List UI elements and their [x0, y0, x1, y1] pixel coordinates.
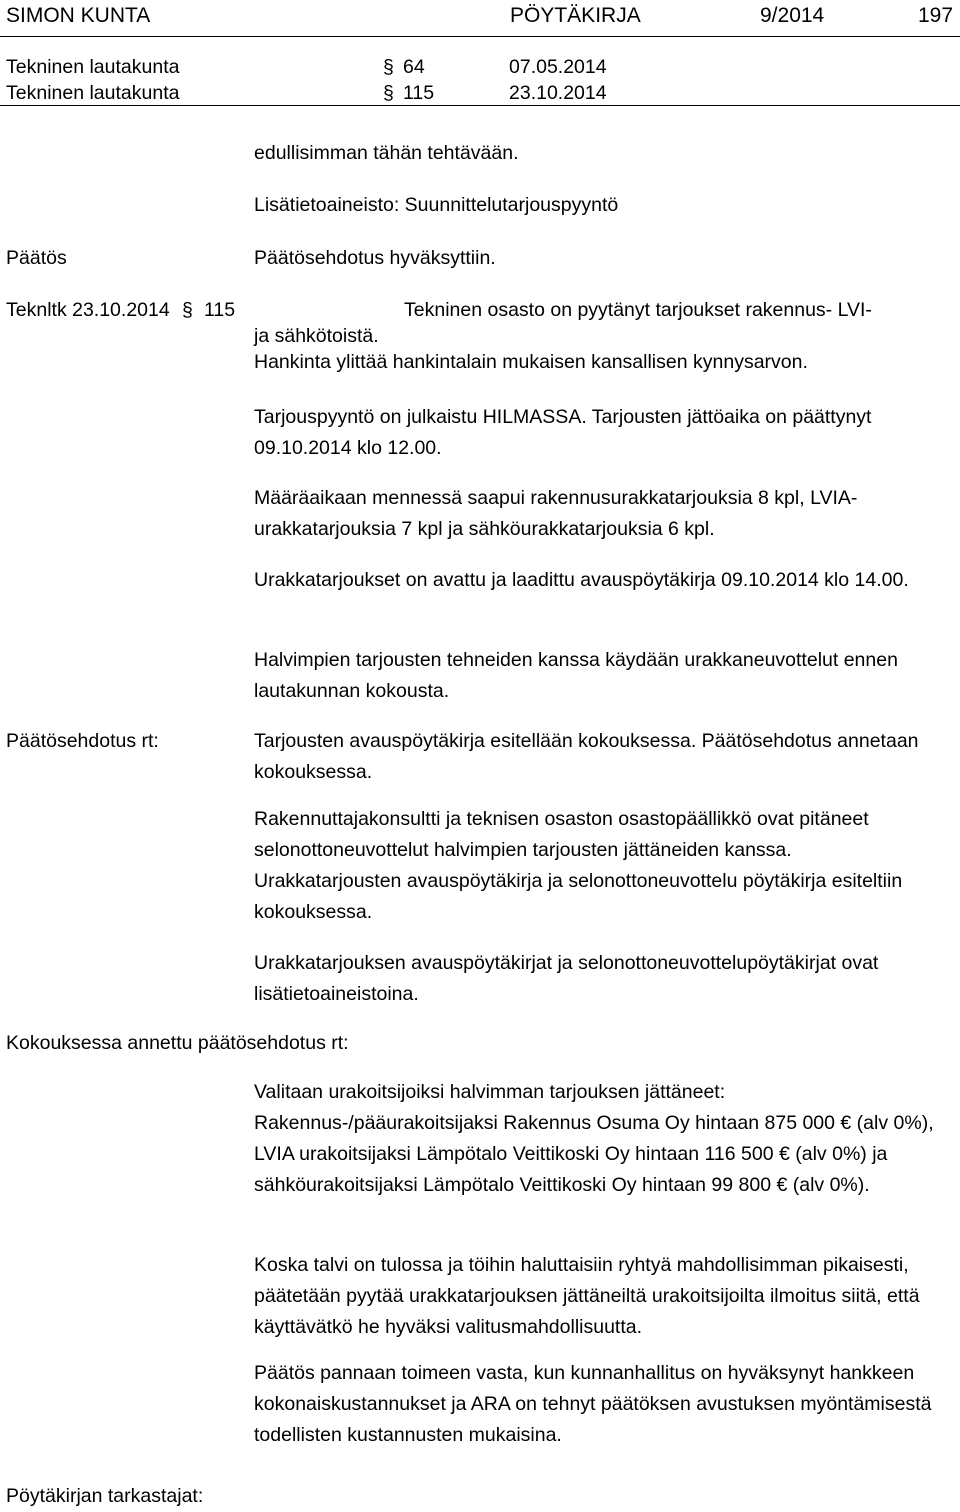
item-paragraph-3: Määräaikaan mennessä saapui rakennusurakkatarjouksia 8 kpl, LVIA-urakkatarjouksia 7 kpl ja sähköurakkatarjouksia 6 kpl. [254, 487, 858, 540]
document-type: PÖYTÄKIRJA [510, 4, 641, 27]
proposal-label: Päätösehdotus rt: [6, 730, 159, 752]
decision-label: Päätös [6, 247, 67, 269]
intro-line: edullisimman tähän tehtävään. [254, 142, 519, 164]
item-paragraph-1: Hankinta ylittää hankintalain mukaisen kansallisen kynnysarvon. [254, 351, 808, 373]
item-first-line: Tekninen osasto on pyytänyt tarjoukset rakennus- LVI- [404, 299, 872, 321]
meeting-proposal-label: Kokouksessa annettu päätösehdotus rt: [6, 1032, 349, 1054]
item-number: 115 [204, 299, 236, 321]
proposal-paragraph-2: Urakkatarjouksen avauspöytäkirjat ja selonottoneuvottelupöytäkirjat ovat lisätietoaineistoina. [254, 952, 879, 1005]
meeting-paragraph-3: Päätös pannaan toimeen vasta, kun kunnanhallitus on hyväksynyt hankkeen kokonaiskustannukset ja ARA on tehnyt päätöksen avustuksen myöntämisestä todellisten kustannusten mukaisina. [254, 1362, 932, 1446]
item-paragraph-5: Halvimpien tarjousten tehneiden kanssa käydään urakkaneuvottelut ennen lautakunnan kokousta. [254, 649, 898, 702]
meeting-paragraph-2: Koska talvi on tulossa ja töihin haluttaisiin ryhtyä mahdollisimman pikaisesti, päätetään pyytää urakkatarjouksen jättäneiltä urakoitsijoilta ilmoitus siitä, että käyttävätkö he hyväksi valitusmahdollisuutta. [254, 1254, 920, 1338]
session-date-1: 07.05.2014 [509, 56, 607, 78]
item-paragraph-4: Urakkatarjoukset on avattu ja laadittu avauspöytäkirja 09.10.2014 klo 14.00. [254, 569, 909, 591]
item-reference: Teknltk 23.10.2014 [6, 299, 170, 321]
municipality-name: SIMON KUNTA [6, 4, 151, 27]
section-sign-2: § [383, 82, 394, 104]
header-rule [0, 36, 960, 37]
proposal-text: Tarjousten avauspöytäkirja esitellään kokouksessa. Päätösehdotus annetaan kokouksessa. [254, 730, 919, 783]
item-first-line-cont: ja sähkötoistä. [254, 325, 379, 347]
decision-text: Päätösehdotus hyväksyttiin. [254, 247, 496, 269]
proposal-paragraph-1: Rakennuttajakonsultti ja teknisen osaston osastopäällikkö ovat pitäneet selonottoneuvottelut halvimpien tarjousten jättäneiden kanssa. Urakkatarjousten avauspöytäkirja ja selonottoneuvottelu pöytäkirja esiteltiin kokouksessa. [254, 808, 903, 923]
session-number-2: 115 [403, 82, 435, 104]
session-body-1: Tekninen lautakunta [6, 56, 180, 78]
item-paragraph-2: Tarjouspyyntö on julkaistu HILMASSA. Tarjousten jättöaika on päättynyt 09.10.2014 klo 12.00. [254, 406, 872, 459]
session-rule [0, 105, 960, 106]
session-date-2: 23.10.2014 [509, 82, 607, 104]
page-number: 197 [918, 4, 954, 27]
inspectors-label: Pöytäkirjan tarkastajat: [6, 1485, 204, 1507]
attachment-line: Lisätietoaineisto: Suunnittelutarjouspyyntö [254, 194, 619, 216]
document-number: 9/2014 [760, 4, 825, 27]
session-number-1: 64 [403, 56, 425, 78]
session-body-2: Tekninen lautakunta [6, 82, 180, 104]
meeting-paragraph-1: Valitaan urakoitsijoiksi halvimman tarjouksen jättäneet: Rakennus-/pääurakoitsijaksi Rakennus Osuma Oy hintaan 875 000 € (alv 0%), LVIA urakoitsijaksi Lämpötalo Veittikoski Oy hintaan 116 500 € (alv 0%) ja sähköurakoitsijaksi Lämpötalo Veittikoski Oy hintaan 99 800 € (alv 0%). [254, 1081, 934, 1196]
item-section-sign: § [182, 299, 193, 321]
section-sign-1: § [383, 56, 394, 78]
